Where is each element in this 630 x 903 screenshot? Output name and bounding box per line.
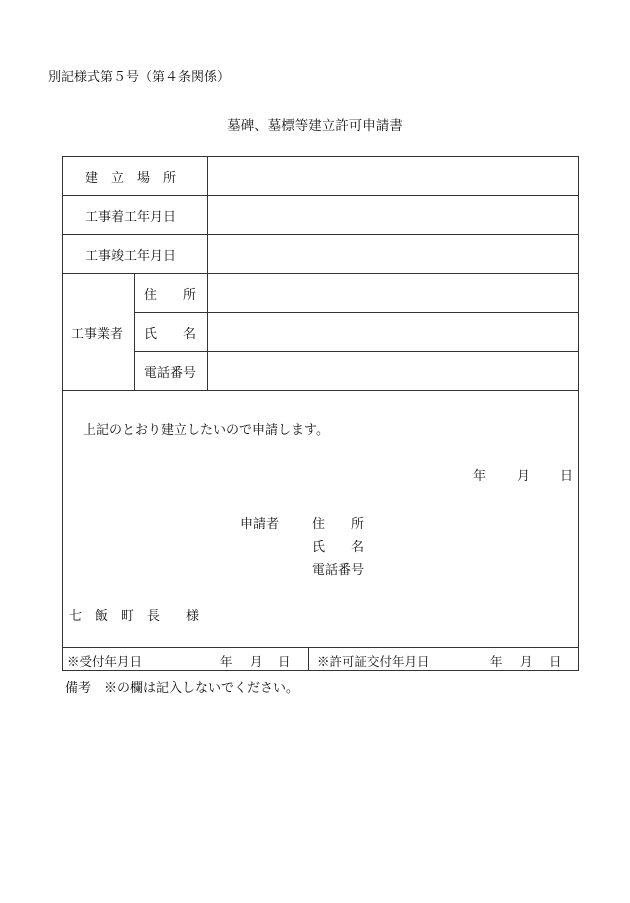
application-date-month: 月 — [517, 469, 531, 484]
start-date-label: 工事着工年月日 — [85, 209, 177, 225]
contractor-phone-field[interactable] — [208, 352, 579, 391]
applicant-address-label: 住 所 — [312, 517, 365, 532]
contractor-name-field[interactable] — [208, 313, 579, 352]
permit-month: 月 — [520, 654, 533, 669]
site-row — [63, 157, 579, 196]
statement-cell — [63, 391, 579, 648]
office-use-cell — [63, 648, 579, 671]
contractor-address-label-cell — [135, 274, 208, 313]
received-day: 日 — [278, 654, 291, 669]
applicant-name-label: 氏 名 — [312, 540, 365, 555]
contractor-phone-row — [63, 352, 579, 391]
office-use-row — [63, 648, 579, 671]
contractor-name-label-cell — [135, 313, 208, 352]
application-date-day: 日 — [560, 469, 574, 484]
contractor-name-label: 氏 名 — [144, 326, 197, 342]
contractor-name-row — [63, 313, 579, 352]
site-label: 建 立 場 所 — [85, 170, 177, 186]
permit-date-label: ※許可証交付年月日 — [317, 654, 430, 669]
form-number: 別記様式第５号（第４条関係） — [48, 70, 231, 85]
site-field[interactable] — [208, 157, 579, 196]
document-title: 墓碑、墓標等建立許可申請書 — [227, 118, 403, 134]
contractor-address-row — [63, 274, 579, 313]
received-year: 年 — [220, 654, 233, 669]
contractor-label: 工事業者 — [71, 326, 124, 342]
start-date-field[interactable] — [208, 196, 579, 235]
contractor-address-field[interactable] — [208, 274, 579, 313]
statement-text: 上記のとおり建立したいので申請します。 — [83, 423, 329, 438]
completion-date-row — [63, 235, 579, 274]
applicant-phone-label: 電話番号 — [312, 563, 365, 578]
site-label-cell — [63, 157, 208, 196]
completion-date-label-cell — [63, 235, 208, 274]
received-month: 月 — [250, 654, 263, 669]
completion-date-field[interactable] — [208, 235, 579, 274]
completion-date-label: 工事竣工年月日 — [85, 248, 177, 264]
contractor-phone-label-cell — [135, 352, 208, 391]
addressee: 七 飯 町 長 様 — [69, 609, 200, 624]
contractor-label-cell — [63, 274, 135, 391]
contractor-phone-label: 電話番号 — [144, 365, 197, 381]
statement-row — [63, 391, 579, 648]
contractor-address-label: 住 所 — [144, 287, 197, 303]
applicant-label: 申請者 — [240, 517, 280, 532]
application-date-year: 年 — [473, 469, 487, 484]
application-form-table — [62, 156, 579, 671]
permit-year: 年 — [490, 654, 503, 669]
remarks-note: 備考 ※の欄は記入しないでください。 — [65, 681, 300, 696]
start-date-label-cell — [63, 196, 208, 235]
permit-day: 日 — [549, 654, 562, 669]
footer-divider — [308, 648, 309, 670]
start-date-row — [63, 196, 579, 235]
received-date-label: ※受付年月日 — [67, 654, 143, 669]
